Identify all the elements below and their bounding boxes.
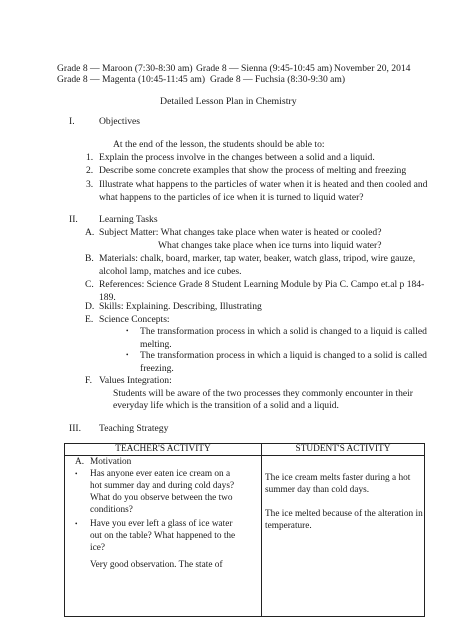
task-d-letter: D. [85,301,95,312]
section-2-heading: Learning Tasks [99,214,158,225]
motivation-label: Motivation [90,457,132,467]
teacher-q1-line2: hot summer day and during cold days? [90,481,235,491]
teacher-q1-line4: conditions? [90,505,133,515]
section-2-numeral: II. [69,214,78,225]
teacher-q1-bullet-icon: • [75,470,78,478]
skills-text: Skills: Explaining. Describing, Illustrating [99,301,262,312]
section-3-numeral: III. [69,423,81,434]
header-class-sienna: Grade 8 — Sienna (9:45-10:45 am) [196,63,333,74]
materials-line1: Materials: chalk, board, marker, tap water, beaker, watch glass, tripod, wire gauze, [99,253,416,264]
concept-1-line2: melting. [140,339,172,350]
objective-1-number: 1. [86,152,94,163]
student-a1-line1: The ice cream melts faster during a hot [265,473,411,483]
objective-3-number: 3. [86,179,94,190]
table-header-row [65,444,425,456]
header-date: November 20, 2014 [334,63,411,74]
teacher-q2-line1: Have you ever left a glass of ice water [90,519,233,529]
section-1-numeral: I. [69,116,75,127]
concept-1-line1: The transformation process in which a solid is changed to a liquid is called [140,326,427,337]
references-line1: References: Science Grade 8 Student Learning Module by Pia C. Campo et.al p 184- [99,279,425,290]
values-integration-line1: Students will be aware of the two processes they commonly encounter in their [113,388,413,399]
student-a2-line2: temperature. [265,521,312,531]
task-c-letter: C. [85,279,94,290]
values-integration-line2: everyday life which is the transition of a solid and a liquid. [113,400,339,411]
task-e-letter: E. [85,314,94,325]
motivation-letter: A. [75,457,85,467]
objective-3-text-line2: what happens to the particles of ice when it is turned to liquid water? [99,192,364,203]
teacher-q2-line2: out on the table? What happened to the [90,531,236,541]
teacher-activity-header: TEACHER'S ACTIVITY [65,444,262,456]
teacher-activity-cell [65,456,262,617]
teacher-q1-line1: Has anyone ever eaten ice cream on a [90,469,231,479]
table-row [65,456,425,617]
header-class-fuchsia: Grade 8 — Fuchsia (8:30-9:30 am) [210,74,346,85]
concept-1-bullet-icon: • [126,327,129,335]
page-title: Detailed Lesson Plan in Chemistry [160,96,297,107]
concept-2-line2: freezing. [140,363,174,374]
science-concepts-label: Science Concepts: [99,314,170,325]
values-integration-label: Values Integration: [99,375,172,386]
student-activity-cell [262,456,425,617]
concept-2-bullet-icon: • [126,351,129,359]
header-class-magenta: Grade 8 — Magenta (10:45-11:45 am) [57,74,206,85]
header-class-maroon: Grade 8 — Maroon (7:30-8:30 am) [57,63,193,74]
student-a1-line2: summer day than cold days. [265,485,370,495]
section-1-heading: Objectives [99,116,141,127]
task-a-letter: A. [85,227,95,238]
concept-2-line1: The transformation process in which a liquid is changed to a solid is called [140,350,427,361]
section-3-heading: Teaching Strategy [99,423,169,434]
teacher-q2-bullet-icon: • [75,520,78,528]
subject-matter-line2: What changes take place when ice turns into liquid water? [158,240,382,251]
objective-2-text: Describe some concrete examples that show the process of melting and freezing [99,165,407,176]
objectives-intro: At the end of the lesson, the students should be able to: [113,139,325,150]
teaching-strategy-table [64,443,425,617]
task-b-letter: B. [85,253,94,264]
objective-1-text: Explain the process involve in the changes between a solid and a liquid. [99,152,375,163]
subject-matter-line1: Subject Matter: What changes take place when water is heated or cooled? [99,227,382,238]
teacher-tail-text: Very good observation. The state of [90,560,223,570]
teacher-q2-line3: ice? [90,543,105,553]
objective-3-text-line1: Illustrate what happens to the particles of water when it is heated and then cooled and [99,179,428,190]
student-activity-header: STUDENT'S ACTIVITY [262,444,425,456]
materials-line2: alcohol lamp, matches and ice cubes. [99,266,242,277]
references-line2: 189. [99,292,116,303]
student-a2-line1: The ice melted because of the alteration in [265,509,423,519]
teacher-q1-line3: What do you observe between the two [90,493,233,503]
objective-2-number: 2. [86,165,94,176]
task-f-letter: F. [85,375,92,386]
